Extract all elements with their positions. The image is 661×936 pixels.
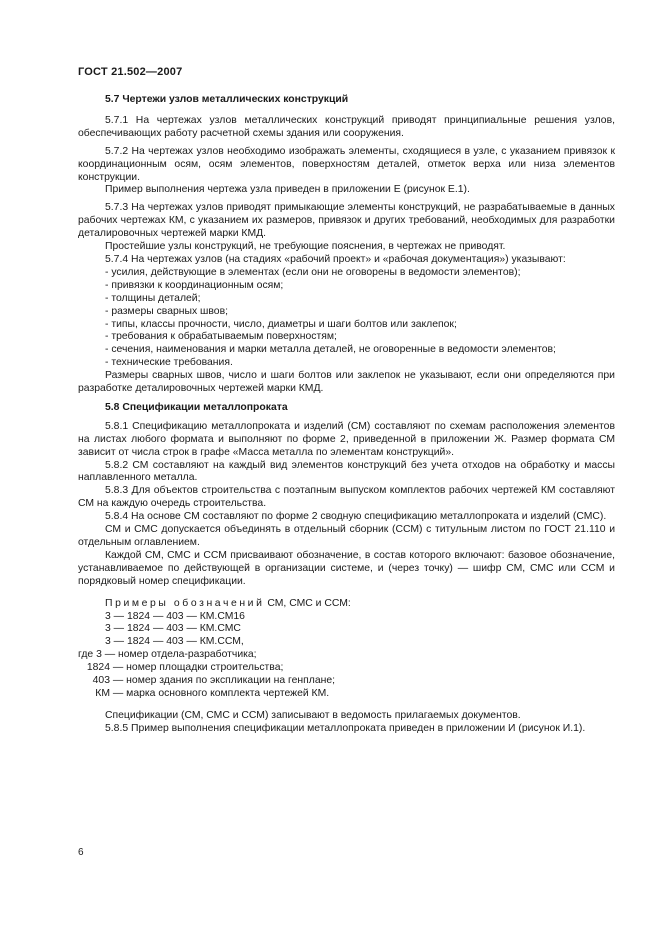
paragraph-5-8-4-b: Каждой СМ, СМС и ССМ присваивают обозначение, в состав которого включают: базовое обозначение, устанавливаемое по действующей в организации системе, и (через точку) — шифр СМ, СМС или ССМ и порядковый номер спецификации. xyxy=(78,549,615,587)
examples-suffix: СМ, СМС и ССМ: xyxy=(264,597,351,609)
list-item: - усилия, действующие в элементах (если они не оговорены в ведомости элементов); xyxy=(105,266,521,278)
legend-row: КМ — марка основного комплекта чертежей КМ. xyxy=(78,688,615,701)
list-item: - сечения, наименования и марки металла деталей, не оговоренные в ведомости элементов; xyxy=(105,344,556,356)
legend-row: 1824 — номер площадки строительства; xyxy=(78,662,615,675)
legend-text: марка основного комплекта чертежей КМ. xyxy=(126,687,330,699)
examples-label: Примеры обозначений xyxy=(105,597,265,609)
legend-key: 403 xyxy=(92,675,110,687)
paragraph-5-8-4-c: Спецификации (СМ, СМС и ССМ) записывают в ведомость прилагаемых документов. xyxy=(105,709,521,721)
legend-row: где 3 — номер отдела-разработчика; xyxy=(78,649,257,661)
paragraph-5-8-3: 5.8.3 Для объектов строительства с поэтапным выпуском комплектов рабочих чертежей КМ составляют СМ на каждую очередь строительства. xyxy=(78,485,615,510)
list-item: - типы, классы прочности, число, диаметры и шаги болтов или заклепок; xyxy=(105,318,457,330)
legend-text: номер площадки строительства; xyxy=(126,662,284,674)
paragraph-5-8-4: 5.8.4 На основе СМ составляют по форме 2 сводную спецификацию металлопроката и изделий (СМС). xyxy=(105,511,607,523)
legend-row: 403 — номер здания по экспликации на генплане; xyxy=(78,675,615,688)
paragraph-5-7-3: 5.7.3 На чертежах узлов приводят примыкающие элементы конструкций, не разрабатываемые в данных рабочих чертежах КМ, с указанием их размеров, привязок и других требований, необходимых для разработки деталировочных чертежей марки КМД. xyxy=(78,202,615,240)
example-line: 3 — 1824 — 403 — КМ.СМ16 xyxy=(105,610,245,622)
paragraph-5-7-3-note: Простейшие узлы конструкций, не требующие пояснения, в чертежах не приводят. xyxy=(105,241,506,253)
legend-key: 3 xyxy=(96,649,102,661)
list-item: - требования к обрабатываемым поверхностям; xyxy=(105,331,337,343)
page-number: 6 xyxy=(78,847,84,858)
example-line: 3 — 1824 — 403 — КМ.СМС xyxy=(105,623,241,635)
section-5-8-title: 5.8 Спецификации металлопроката xyxy=(105,401,288,413)
paragraph-5-8-4-a: СМ и СМС допускается объединять в отдельный сборник (ССМ) с титульным листом по ГОСТ 21.110 и отдельным оглавлением. xyxy=(78,524,615,548)
paragraph-5-8-2: 5.8.2 СМ составляют на каждый вид элементов конструкций без учета отходов на обработку и массы наплавленного металла. xyxy=(78,459,615,484)
legend-text: номер отдела-разработчика; xyxy=(118,649,257,661)
list-item: - технические требования. xyxy=(105,357,233,369)
legend-text: номер здания по экспликации на генплане; xyxy=(126,675,336,687)
list-item: - размеры сварных швов; xyxy=(105,305,228,317)
list-item: - толщины деталей; xyxy=(105,292,201,304)
paragraph-5-7-4: 5.7.4 На чертежах узлов (на стадиях «рабочий проект» и «рабочая документация») указывают: xyxy=(105,253,566,265)
legend-prefix: где xyxy=(78,649,94,661)
paragraph-5-7-4-note: Размеры сварных швов, число и шаги болтов или заклепок не указывают, если они определяются при разработке деталировочных чертежей марки КМД. xyxy=(78,370,615,395)
paragraph-5-7-2-example: Пример выполнения чертежа узла приведен в приложении Е (рисунок Е.1). xyxy=(105,184,470,196)
paragraph-5-8-1: 5.8.1 Спецификацию металлопроката и изделий (СМ) составляют по схемам расположения элементов на листах любого формата и выполняют по форме 2, приведенной в приложении Ж. Размер формата СМ зависит от числа строк в графе «Масса металла по элементам конструкций». xyxy=(78,420,615,458)
section-5-7-title: 5.7 Чертежи узлов металлических конструкций xyxy=(105,94,349,105)
list-item: - привязки к координационным осям; xyxy=(105,279,284,291)
legend-key: КМ xyxy=(95,687,110,699)
paragraph-5-7-2: 5.7.2 На чертежах узлов необходимо изображать элементы, сходящиеся в узле, с указанием привязок к координационным осям, осям элементов, поверхностям деталей, отметок верха или низа элементов конструкции. xyxy=(78,145,615,183)
page-body xyxy=(78,94,615,736)
paragraph-5-7-1: 5.7.1 На чертежах узлов металлических конструкций приводят принципиальные решения узлов, обеспечивающих работу расчетной схемы здания или сооружения. xyxy=(78,114,615,139)
examples-heading xyxy=(78,598,615,611)
example-line: 3 — 1824 — 403 — КМ.ССМ, xyxy=(105,636,244,648)
standard-header: ГОСТ 21.502—2007 xyxy=(78,66,183,78)
legend-key: 1824 xyxy=(86,662,110,674)
paragraph-5-8-5: 5.8.5 Пример выполнения спецификации металлопроката приведен в приложении И (рисунок И.1). xyxy=(105,722,586,734)
